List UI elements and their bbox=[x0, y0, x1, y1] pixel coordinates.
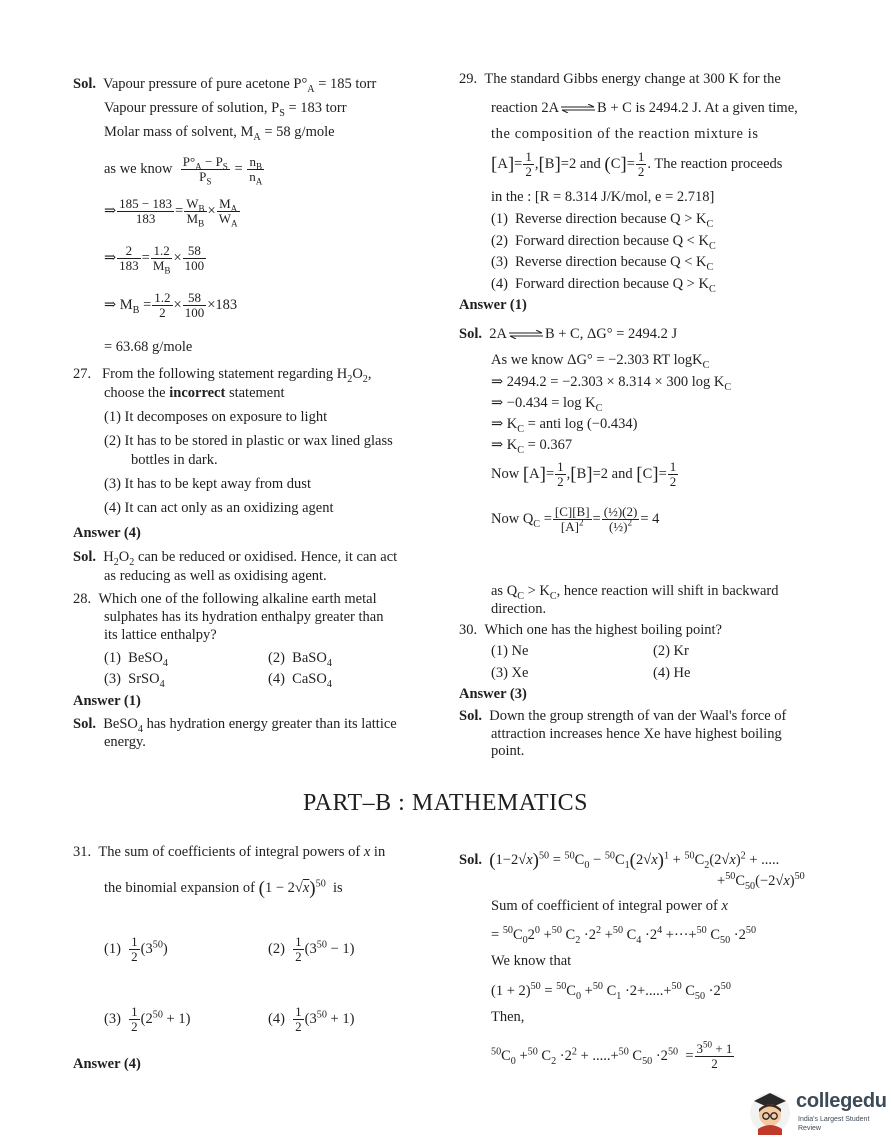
q30-sol-line2: attraction increases hence Xe have highest boiling bbox=[491, 726, 782, 742]
q31-sol-line8: $^{50}C_0 +^{50}$ $C_2 \cdot 2^2 + .....+^{50}$ $C_{50} \cdot 2^{50}$ = $\frac{3^{50} + 1}{2}$ bbox=[491, 1039, 733, 1072]
q27-line1 bbox=[73, 365, 371, 383]
q28-option-2: (2) BaSO$_4$ bbox=[268, 650, 332, 669]
q31-sol-line6: $(1 + 2)^{50} = ^{50}C_0 +^{50}$ $C_1 \cdot 2+.....+^{50}$ $C_{50} \cdot 2^{50}$ bbox=[491, 981, 731, 1002]
q27-option-2-cont: bottles in dark. bbox=[131, 452, 218, 468]
q29-option-4: (4) Forward direction because $Q > K_C$ bbox=[491, 276, 716, 295]
q27-option-3: (3) It has to be kept away from dust bbox=[104, 476, 311, 492]
q31-sol-line7: Then, bbox=[491, 1009, 525, 1025]
q27-option-4: (4) It can act only as an oxidizing agent bbox=[104, 500, 334, 516]
q27-sol-line2: as reducing as well as oxidising agent. bbox=[104, 568, 327, 584]
incorrect-emphasis: incorrect bbox=[169, 385, 226, 401]
q31-sol-line2: $+^{50}C_{50}(-2√x)^{50}$ bbox=[717, 871, 805, 892]
logo-wordmark: collegedu bbox=[796, 1090, 887, 1112]
q30-option-1: (1) Ne bbox=[491, 643, 529, 659]
q30-sol-line1: Sol. Down the group strength of van der Waal's force of bbox=[459, 708, 787, 724]
q28-sol-line2: energy. bbox=[104, 734, 146, 750]
sol-26-text1: Vapour pressure of pure acetone $P^\circ_A = 185$ torr bbox=[102, 76, 377, 95]
q29-line1: 29. The standard Gibbs energy change at 300 K for the bbox=[459, 71, 781, 87]
equilibrium-arrow-icon bbox=[561, 104, 595, 113]
q28-option-4: (4) CaSO$_4$ bbox=[268, 671, 332, 690]
q30-line1: 30. Which one has the highest boiling point? bbox=[459, 622, 722, 638]
sol-26-line2: Vapour pressure of solution, $P_S = 183$ torr bbox=[104, 100, 347, 119]
q29-option-1: (1) Reverse direction because $Q > K_C$ bbox=[491, 211, 714, 230]
q31-option-1: (1) $\frac{1}{2}$ $(3^{50})$ bbox=[104, 934, 168, 965]
q29-sol-eq: Sol. 2A B + C, ΔG° = 2494.2 J bbox=[459, 326, 678, 342]
q27-answer: Answer (4) bbox=[73, 525, 141, 541]
q27-option-1: (1) It decomposes on exposure to light bbox=[104, 409, 328, 425]
q29-sol-s5: ⇒ $K_C = 0.367$ bbox=[491, 437, 573, 456]
sol-26-eq2: ⇒ $\frac{185 - 183}{183}$ = $\frac{W_B}{M_B}$ × $\frac{M_A}{W_A}$ bbox=[104, 196, 238, 229]
q28-line3: its lattice enthalpy? bbox=[104, 627, 217, 643]
q29-line5: in the : [R = 8.314 J/K/mol, e = 2.718] bbox=[491, 189, 715, 205]
q31-option-2: (2) $\frac{1}{2}$ $(3^{50} - 1)$ bbox=[268, 934, 355, 965]
q31-sol-line4: = $^{50}C_02^0 +^{50}$ $C_2 \cdot 2^2 +^{50}$ $C_4 \cdot 2^4 +\cdot\cdot\cdot+^{50}$ $C_{50} \cdot 2^{50}$ bbox=[491, 925, 756, 946]
sol-26-eq4: ⇒ $M_B$ = $\frac{1.2}{2}$ × $\frac{58}{100}$ ×183 bbox=[104, 290, 238, 321]
part-b-title: PART–B : MATHEMATICS bbox=[302, 790, 589, 816]
q31-line2: the binomial expansion of $(1 - 2√x)^{50}$ is bbox=[104, 878, 343, 899]
q31-option-4: (4) $\frac{1}{2}$ $(3^{50} + 1)$ bbox=[268, 1004, 355, 1035]
q29-option-3: (3) Reverse direction because $Q < K_C$ bbox=[491, 254, 714, 273]
q29-sol-s4: ⇒ $K_C$ = anti log (−0.434) bbox=[491, 416, 638, 435]
sol-26-line1 bbox=[73, 75, 376, 93]
sol-26-eq3: ⇒ $\frac{2}{183}$ = $\frac{1.2}{M_B}$ × $\frac{58}{100}$ bbox=[104, 243, 205, 276]
sol-label: Sol. bbox=[73, 76, 96, 92]
q27-line2: choose the incorrect statement bbox=[104, 385, 285, 401]
q29-line4: [A]= $\frac{1}{2}$ ,[B]=2 and (C]= $\frac{1}{2}$ . The reaction proceeds bbox=[491, 149, 783, 180]
q28-answer: Answer (1) bbox=[73, 693, 141, 709]
q29-sol-s6: Now [A]= $\frac{1}{2}$ ,[B]=2 and [C]= $\frac{1}{2}$ bbox=[491, 459, 677, 490]
q27-option-2: (2) It has to be stored in plastic or wax lined glass bbox=[104, 433, 393, 449]
q29-answer: Answer (1) bbox=[459, 297, 527, 313]
q27-text1: From the following statement regarding $H_2O_2$, bbox=[102, 366, 372, 385]
q30-sol-line3: point. bbox=[491, 743, 525, 759]
q29-sol-s7: Now $Q_C$ = $\frac{[C][B]}{[A]^2}$ = $\frac{\text{(½)(2)}}{(\frac{1}{2})^2}$ = 4 bbox=[491, 504, 660, 535]
sol-26-eq1: as we know $\frac{P^\circ_A - P_S}{P_S}$ = $\frac{n_B}{n_A}$ bbox=[104, 154, 263, 187]
sol-26-line3: Molar mass of solvent, $M_A = 58$ g/mole bbox=[104, 124, 335, 143]
q29-option-2: (2) Forward direction because $Q < K_C$ bbox=[491, 233, 716, 252]
sol-26-result: = 63.68 g/mole bbox=[104, 339, 193, 355]
q28-option-1: (1) BeSO$_4$ bbox=[104, 650, 168, 669]
q30-option-3: (3) Xe bbox=[491, 665, 529, 681]
q29-line2: reaction 2A B + C is 2494.2 J. At a given time, bbox=[491, 100, 798, 116]
logo-tagline: India's Largest Student Review bbox=[798, 1116, 870, 1132]
q29-line3: the composition of the reaction mixture is bbox=[491, 126, 759, 142]
q30-option-2: (2) Kr bbox=[653, 643, 689, 659]
q28-sol-line1: Sol. BeSO$_4$ has hydration energy greater than its lattice bbox=[73, 716, 397, 735]
q29-sol-s2: ⇒ 2494.2 = −2.303 × 8.314 × 300 $\log K_C$ bbox=[491, 374, 732, 393]
q29-sol-s3: ⇒ $-0.434 = \log K_C$ bbox=[491, 395, 603, 414]
q27-number: 27. bbox=[73, 366, 92, 382]
q30-option-4: (4) He bbox=[653, 665, 691, 681]
q31-sol-line5: We know that bbox=[491, 953, 572, 969]
q28-line1: 28. Which one of the following alkaline earth metal bbox=[73, 591, 377, 607]
q29-sol-s1: As we know ΔG° = −2.303 RT logK$_C$ bbox=[491, 352, 710, 371]
q31-answer: Answer (4) bbox=[73, 1056, 141, 1072]
q29-sol-s8a: as $Q_C > K_C$, hence reaction will shift in backward bbox=[491, 583, 779, 602]
q31-option-3: (3) $\frac{1}{2}$ $(2^{50} + 1)$ bbox=[104, 1004, 191, 1035]
q28-line2: sulphates has its hydration enthalpy greater than bbox=[104, 609, 384, 625]
equilibrium-arrow-icon bbox=[509, 330, 543, 339]
q31-sol-line3: Sum of coefficient of integral power of x bbox=[491, 898, 728, 914]
q27-sol-line1: Sol. $H_2O_2$ can be reduced or oxidised. Hence, it can act bbox=[73, 549, 398, 568]
q29-sol-s8b: direction. bbox=[491, 601, 547, 617]
q28-option-3: (3) SrSO$_4$ bbox=[104, 671, 165, 690]
q30-answer: Answer (3) bbox=[459, 686, 527, 702]
q31-sol-line1: Sol. $(1-2√x)^{50} = ^{50}C_0 - ^{50}C_1(2√x)^1 + ^{50}C_2(2√x)^2$ + ..... bbox=[459, 850, 780, 872]
q31-line1: 31. The sum of coefficients of integral powers of x in bbox=[73, 844, 386, 860]
